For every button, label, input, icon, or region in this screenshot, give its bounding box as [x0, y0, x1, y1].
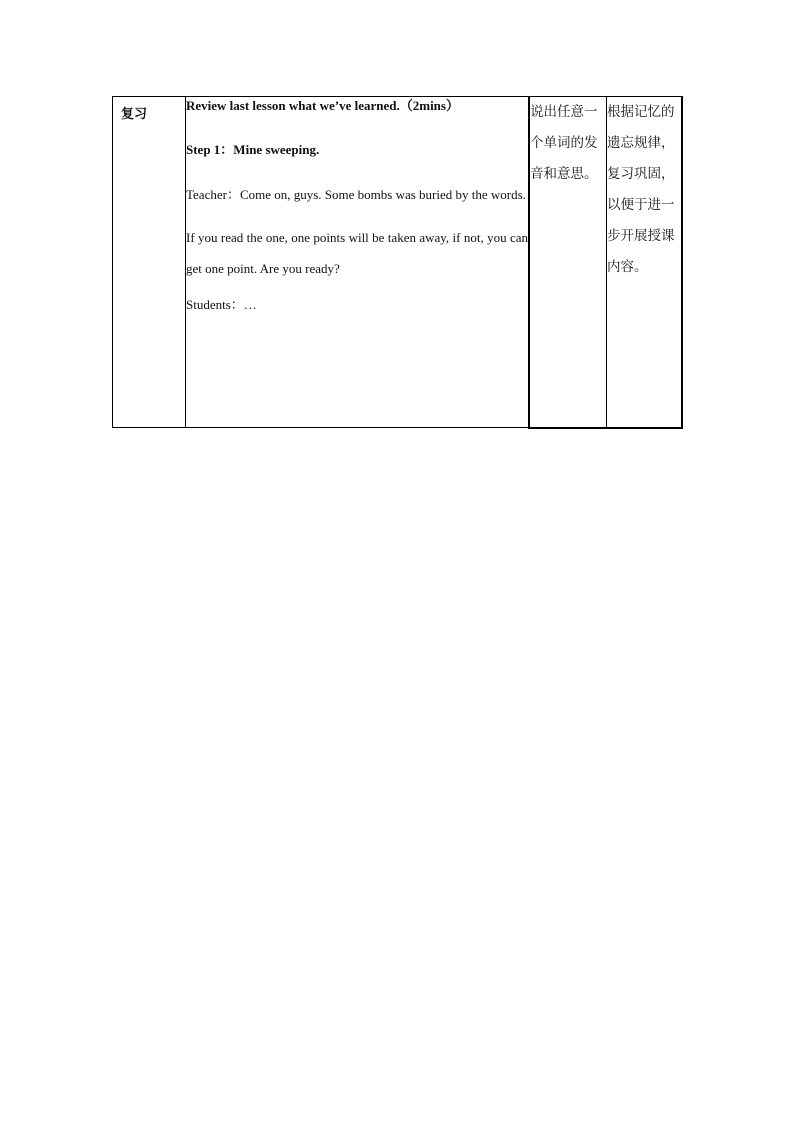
student-activity-cell: [529, 97, 607, 428]
teacher-line: Teacher：Come on, guys. Some bombs was buried by the words.: [186, 187, 526, 202]
stage-label: 复习: [121, 107, 148, 122]
students-line: Students：…: [186, 297, 257, 312]
design-purpose-cell: [607, 97, 683, 428]
design-purpose-text: 根据记忆的遗忘规律，复习巩固，以便于进一步开展授课内容。: [607, 104, 675, 275]
student-activity-text: 说出任意一个单词的发音和意思。: [530, 104, 598, 182]
table-row: [113, 97, 683, 428]
stage-cell: [113, 97, 186, 428]
lesson-plan-table: [112, 96, 683, 429]
content-cell: [186, 97, 530, 428]
step-title: Step 1：Mine sweeping.: [186, 142, 320, 157]
review-heading: Review last lesson what we’ve learned.（2mins）: [186, 98, 459, 113]
rule-text: If you read the one, one points will be taken away, if not, you can get one point. Are you ready?: [186, 230, 528, 276]
